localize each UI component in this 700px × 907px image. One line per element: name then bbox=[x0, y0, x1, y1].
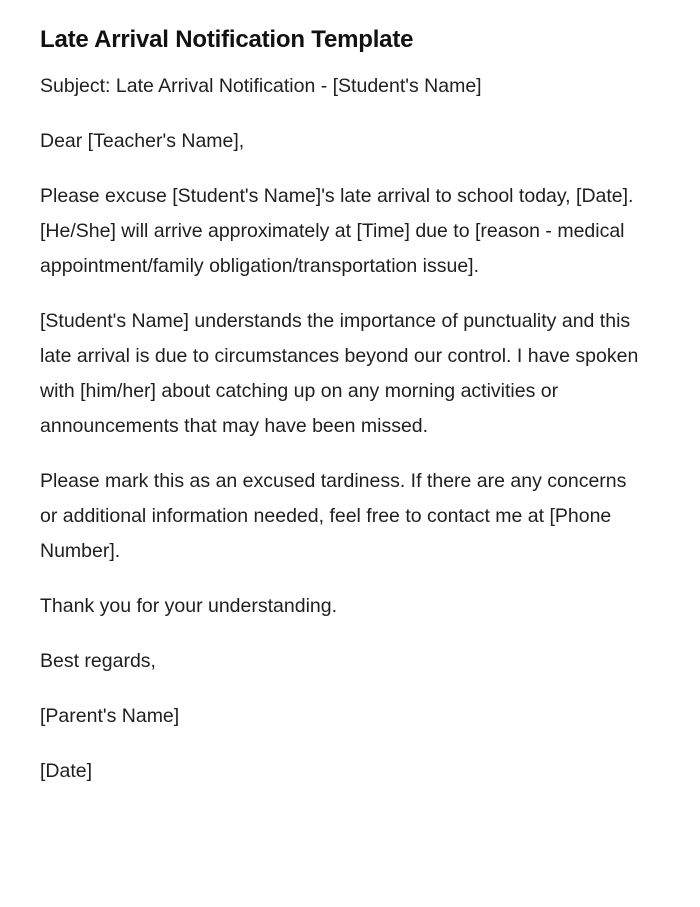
thanks-line: Thank you for your understanding. bbox=[40, 595, 338, 617]
body-paragraph-excuse: Please excuse [Student's Name]'s late arrival to school today, [Date]. [He/She] will arrive approximately at [Time] due to [reason - medical appointment/family obligation/transportation issue]. bbox=[40, 185, 634, 277]
signature-date: [Date] bbox=[40, 760, 93, 782]
salutation: Dear [Teacher's Name], bbox=[40, 130, 245, 152]
page-title: Late Arrival Notification Template bbox=[40, 26, 414, 53]
body-paragraph-request: Please mark this as an excused tardiness. If there are any concerns or additional information needed, feel free to contact me at [Phone Number]. bbox=[40, 470, 627, 562]
closing-line: Best regards, bbox=[40, 650, 156, 672]
letter-template bbox=[40, 22, 644, 809]
body-paragraph-punctuality: [Student's Name] understands the importance of punctuality and this late arrival is due to circumstances beyond our control. I have spoken with [him/her] about catching up on any morning activities or announcements that may have been missed. bbox=[40, 310, 639, 437]
signature-name: [Parent's Name] bbox=[40, 705, 180, 727]
subject-line: Subject: Late Arrival Notification - [Student's Name] bbox=[40, 75, 482, 97]
